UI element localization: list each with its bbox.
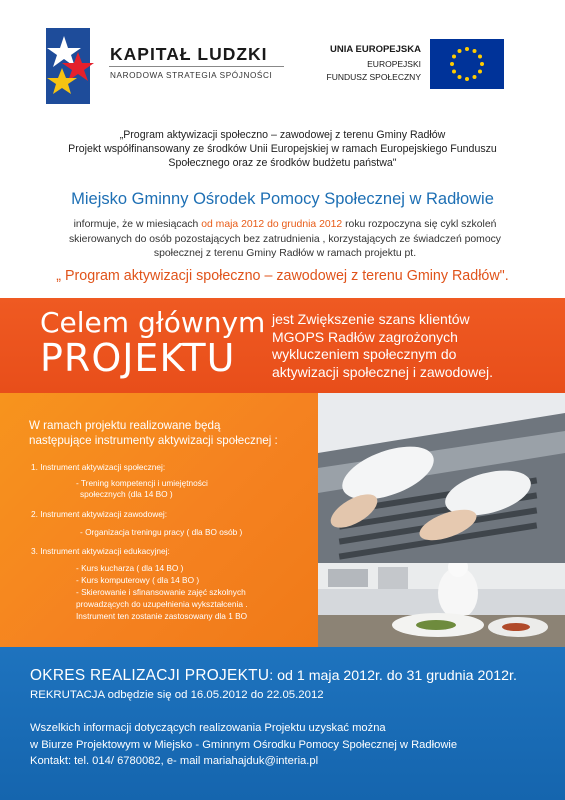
intro-line-1: „Program aktywizacji społeczno – zawodowej z terenu Gminy Radłów — [119, 129, 446, 141]
kapital-ludzki-logo — [40, 26, 102, 106]
intro-line-3: Społecznego oraz ze środków budżetu państwa" — [168, 157, 397, 169]
instrument-item: - Kurs kucharza ( dla 14 BO ) — [76, 563, 184, 573]
info-line-3: Kontakt: tel. 014/ 6780082, e- mail mariahajduk@interia.pl — [30, 755, 319, 767]
instrument-item: 1. Instrument aktywizacji społecznej: — [31, 462, 166, 472]
info-line-2: w Biurze Projektowym w Miejsko - Gminnym Ośrodku Pomocy Społecznej w Radłowie — [30, 738, 458, 751]
inform-line-1 — [50, 218, 520, 233]
instrument-item: Instrument ten zostanie zastosowany dla 1 BO — [76, 611, 248, 621]
instruments-heading-2: następujące instrumenty aktywizacji społecznej : — [29, 434, 278, 447]
instruments-heading — [29, 418, 319, 448]
divider — [109, 66, 284, 67]
organization-name: Miejsko Gminny Ośrodek Pomocy Społecznej w Radłowie — [71, 190, 494, 208]
inform-line-2: skierowanych do osób pozostających bez zatrudnienia , korzystających ze świadczeń pomocy — [68, 233, 501, 245]
header — [0, 0, 565, 118]
instrument-item: społecznych (dla 14 BO ) — [80, 489, 173, 499]
kapital-ludzki-title: KAPITAŁ LUDZKI — [110, 44, 268, 64]
inform-post: roku rozpoczyna się cykl szkoleń — [342, 219, 497, 230]
kapital-ludzki-subtitle: NARODOWA STRATEGIA SPÓJNOŚCI — [110, 71, 273, 80]
intro-text — [60, 128, 505, 170]
instrument-item: - Skierowanie i sfinansowanie zajęć szkolnych — [76, 587, 246, 597]
recruitment-info: REKRUTACJA odbędzie się od 16.05.2012 do 22.05.2012 — [30, 689, 324, 701]
keyboard-illustration — [318, 393, 565, 563]
goal-text-4: aktywizacji społecznej i zawodowej. — [272, 363, 493, 380]
contact-info — [30, 720, 550, 770]
goal-text-2: MGOPS Radłów zagrożonych — [272, 328, 458, 345]
goal-description — [272, 311, 542, 381]
goal-text-3: wykluczeniem społecznym do — [272, 346, 457, 362]
inform-line-3: społecznej z terenu Gminy Radłów w ramach projektu pt. — [153, 248, 417, 259]
period-label: OKRES REALIZACJI PROJEKTU — [30, 667, 270, 684]
ue-title: UNIA EUROPEJSKA — [330, 44, 421, 55]
keyboard-photo — [318, 393, 565, 563]
kitchen-illustration — [318, 563, 565, 647]
instrument-item: - Organizacja treningu pracy ( dla BO osób ) — [80, 527, 243, 537]
goal-heading-1: Celem głównym — [40, 306, 266, 339]
project-period — [30, 667, 517, 685]
kitchen-photo — [318, 563, 565, 647]
instrument-item: - Trening kompetencji i umiejętności — [76, 478, 208, 488]
instrument-item: 3. Instrument aktywizacji edukacyjnej: — [31, 546, 170, 556]
ue-subtitle-2: FUNDUSZ SPOŁECZNY — [326, 72, 421, 82]
goal-heading-2: PROJEKTU — [40, 336, 236, 380]
ue-subtitle-1: EUROPEJSKI — [367, 59, 421, 69]
inform-highlight: od maja 2012 do grudnia 2012 — [201, 219, 343, 230]
goal-text-1: jest Zwiększenie szans klientów — [272, 311, 470, 327]
instruments-heading-1: W ramach projektu realizowane będą — [29, 419, 221, 432]
inform-pre: informuje, że w miesiącach — [73, 219, 202, 230]
inform-paragraph — [50, 218, 520, 262]
eu-flag-icon — [430, 39, 504, 89]
instrument-item: 2. Instrument aktywizacji zawodowej: — [31, 509, 168, 519]
instrument-item: - Kurs komputerowy ( dla 14 BO ) — [76, 575, 200, 585]
period-value: : od 1 maja 2012r. do 31 grudnia 2012r. — [269, 668, 517, 684]
instrument-item: prowadzących do uzupełnienia wykształcenia . — [76, 599, 248, 609]
info-line-1: Wszelkich informacji dotyczących realizowania Projektu uzyskać można — [30, 722, 386, 734]
intro-line-2: Projekt współfinansowany ze środków Unii Europejskiej w ramach Europejskiego Funduszu — [68, 143, 497, 155]
program-title: „ Program aktywizacji społeczno – zawodowej z terenu Gminy Radłów". — [56, 268, 509, 284]
